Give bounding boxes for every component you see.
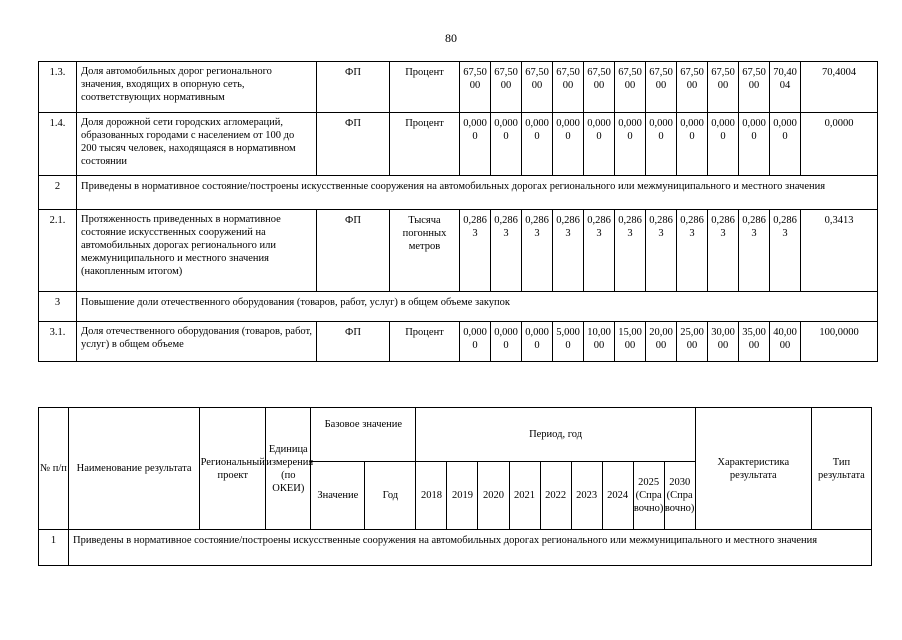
header-base-year: Год: [365, 462, 416, 530]
header-year: 2018: [416, 462, 447, 530]
year-value: 0,286 3: [491, 210, 522, 292]
year-value: 67,50 00: [491, 62, 522, 113]
header-base: Базовое значение: [311, 408, 416, 462]
header-year: 2022: [540, 462, 571, 530]
year-value: 40,00 00: [770, 322, 801, 362]
indicator-row: [39, 322, 878, 362]
page-number: 80: [445, 31, 457, 45]
year-value: 0,000 0: [460, 322, 491, 362]
year-value: 0,000 0: [677, 113, 708, 176]
year-value: 0,000 0: [739, 113, 770, 176]
section-title: Приведены в нормативное состояние/построены искусственные сооружения на автомобильных дорогах регионального или межмуниципального и местного значения: [77, 176, 878, 210]
year-value: 67,50 00: [584, 62, 615, 113]
indicators-table: [38, 61, 878, 362]
year-value: 67,50 00: [739, 62, 770, 113]
year-value: 67,50 00: [460, 62, 491, 113]
year-value: 67,50 00: [553, 62, 584, 113]
header-project: Региональный проект: [200, 408, 266, 530]
final-value: 0,3413: [801, 210, 878, 292]
year-value: 5,000 0: [553, 322, 584, 362]
year-value: 10,00 00: [584, 322, 615, 362]
header-type: Тип результата: [811, 408, 871, 530]
year-value: 0,000 0: [522, 113, 553, 176]
indicator-level: ФП: [317, 62, 390, 113]
header-period: Период, год: [416, 408, 695, 462]
year-value: 0,000 0: [584, 113, 615, 176]
year-value: 30,00 00: [708, 322, 739, 362]
indicator-level: ФП: [317, 210, 390, 292]
year-value: 0,286 3: [646, 210, 677, 292]
final-value: 100,0000: [801, 322, 878, 362]
header-year: 2025 (Справочно): [633, 462, 664, 530]
year-value: 0,000 0: [460, 113, 491, 176]
year-value: 0,286 3: [677, 210, 708, 292]
year-value: 67,50 00: [522, 62, 553, 113]
year-value: 20,00 00: [646, 322, 677, 362]
year-value: 0,286 3: [522, 210, 553, 292]
year-value: 67,50 00: [708, 62, 739, 113]
section-title: Приведены в нормативное состояние/построены искусственные сооружения на автомобильных дорогах регионального или межмуниципального и местного значения: [69, 530, 872, 566]
section-number: 1: [39, 530, 69, 566]
indicator-name: Протяженность приведенных в нормативное состояние искусственных сооружений на автомобильных дорогах регионального или межмуниципального и местного значения (накопленным итогом): [77, 210, 317, 292]
indicator-name: Доля отечественного оборудования (товаров, работ, услуг) в общем объеме: [77, 322, 317, 362]
indicator-row: [39, 62, 878, 113]
year-value: 0,000 0: [491, 322, 522, 362]
header-num: № п/п: [39, 408, 69, 530]
indicator-name: Доля автомобильных дорог регионального значения, входящих в опорную сеть, соответствующих нормативным: [77, 62, 317, 113]
year-value: 67,50 00: [615, 62, 646, 113]
row-number: 1.3.: [39, 62, 77, 113]
header-year: 2020: [478, 462, 509, 530]
year-value: 67,50 00: [677, 62, 708, 113]
indicator-unit: Процент: [390, 322, 460, 362]
results-table: [38, 407, 872, 566]
year-value: 0,286 3: [584, 210, 615, 292]
indicator-name: Доля дорожной сети городских агломераций, образованных городами с населением от 100 до 200 тысяч человек, находящаяся в нормативном состоянии: [77, 113, 317, 176]
year-value: 0,286 3: [460, 210, 491, 292]
indicator-row: [39, 113, 878, 176]
final-value: 0,0000: [801, 113, 878, 176]
indicator-unit: Тысяча погонных метров: [390, 210, 460, 292]
year-value: 25,00 00: [677, 322, 708, 362]
header-characteristic: Характеристика результата: [695, 408, 811, 530]
header-year: 2021: [509, 462, 540, 530]
year-value: 0,286 3: [739, 210, 770, 292]
year-value: 0,000 0: [615, 113, 646, 176]
year-value: 0,000 0: [553, 113, 584, 176]
year-value: 35,00 00: [739, 322, 770, 362]
indicator-level: ФП: [317, 113, 390, 176]
row-number: 3.1.: [39, 322, 77, 362]
year-value: 0,000 0: [522, 322, 553, 362]
indicator-unit: Процент: [390, 62, 460, 113]
year-value: 0,000 0: [770, 113, 801, 176]
header-year: 2019: [447, 462, 478, 530]
year-value: 15,00 00: [615, 322, 646, 362]
year-value: 0,286 3: [770, 210, 801, 292]
row-number: 2: [39, 176, 77, 210]
row-number: 3: [39, 292, 77, 322]
section-row: [39, 292, 878, 322]
year-value: 0,000 0: [491, 113, 522, 176]
year-value: 0,286 3: [553, 210, 584, 292]
year-value: 0,286 3: [708, 210, 739, 292]
header-base-value: Значение: [311, 462, 365, 530]
year-value: 0,000 0: [646, 113, 677, 176]
header-unit: Единица измерения (по ОКЕИ): [266, 408, 311, 530]
year-value: 0,286 3: [615, 210, 646, 292]
final-value: 70,4004: [801, 62, 878, 113]
indicator-row: [39, 210, 878, 292]
indicator-level: ФП: [317, 322, 390, 362]
row-number: 2.1.: [39, 210, 77, 292]
header-year: 2024: [602, 462, 633, 530]
header-year: 2023: [571, 462, 602, 530]
year-value: 0,000 0: [708, 113, 739, 176]
indicator-unit: Процент: [390, 113, 460, 176]
section-title: Повышение доли отечественного оборудования (товаров, работ, услуг) в общем объеме закупок: [77, 292, 878, 322]
header-year: 2030 (Справочно): [664, 462, 695, 530]
year-value: 70,40 04: [770, 62, 801, 113]
year-value: 67,50 00: [646, 62, 677, 113]
row-number: 1.4.: [39, 113, 77, 176]
header-name: Наименование результата: [69, 408, 200, 530]
section-row: [39, 176, 878, 210]
